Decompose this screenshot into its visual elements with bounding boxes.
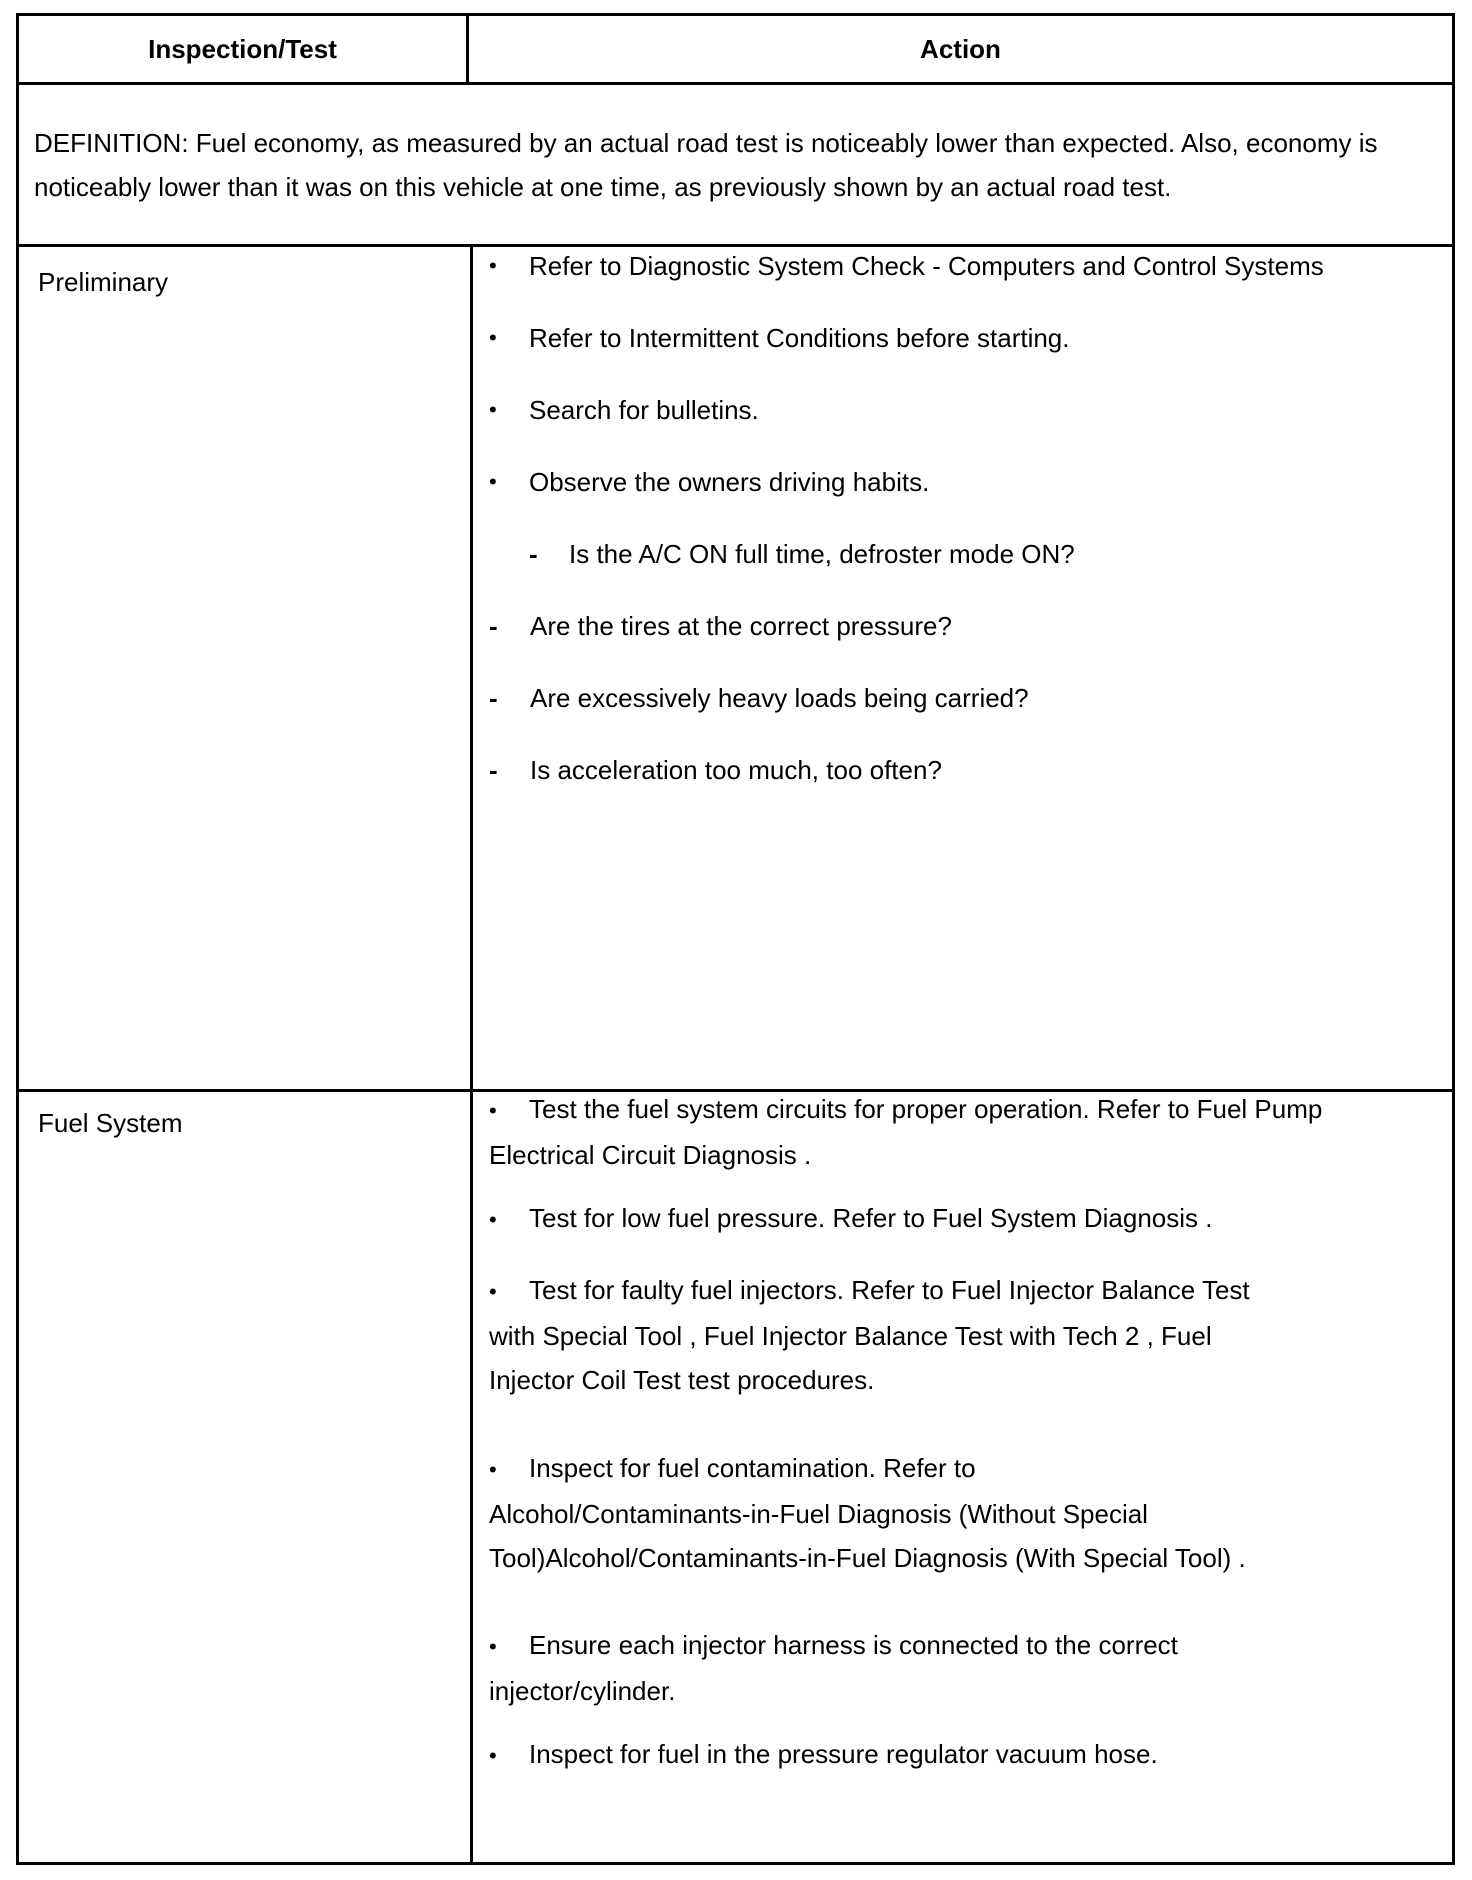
table-row-fuel-system [19,1092,1452,1862]
definition-text: DEFINITION: Fuel economy, as measured by an actual road test is noticeably lower than expected. Also, economy is noticeably lower than it was on this vehicle at one time, as previously shown by an actual road test. [34,128,1378,202]
list-item-text: Is acceleration too much, too often? [530,755,942,785]
list-item [489,388,759,432]
bullet-marker: • [489,325,497,350]
header-inspection-test: Inspection/Test [19,16,469,82]
bullet-marker: • [489,397,497,422]
bullet-marker: • [489,469,497,494]
list-item-text: Observe the owners driving habits. [529,467,930,497]
list-item [489,1268,1250,1402]
dash-marker: - [529,539,538,569]
diagnostic-table [16,13,1455,1865]
table-header-row [19,16,1452,85]
list-item [489,1087,1322,1177]
dash-marker: - [489,611,498,641]
list-item [489,460,929,504]
list-item-text: Search for bulletins. [529,395,759,425]
list-item-text: Are the tires at the correct pressure? [530,611,952,641]
list-item [489,604,952,648]
list-item-text: Test for low fuel pressure. Refer to Fuel System Diagnosis . [529,1203,1213,1233]
bullet-marker: • [489,1098,497,1123]
list-item [529,532,1075,576]
list-item-text: Refer to Diagnostic System Check - Computers and Control Systems [529,251,1324,281]
list-item-text: Are excessively heavy loads being carried? [530,683,1029,713]
list-item [489,1446,1246,1580]
list-item [489,1196,1213,1242]
list-item [489,316,1070,360]
list-item-text: Test the fuel system circuits for proper operation. Refer to Fuel Pump Electrical Circuit Diagnosis . [489,1094,1323,1170]
list-item-text: Refer to Intermittent Conditions before starting. [529,323,1070,353]
list-item [489,1623,1178,1713]
bullet-marker: • [489,1279,497,1304]
table-row-preliminary [19,247,1452,1092]
list-item-text: Inspect for fuel in the pressure regulator vacuum hose. [529,1739,1158,1769]
header-action: Action [920,33,1001,64]
dash-marker: - [489,683,498,713]
list-item-text: Ensure each injector harness is connected to the correct injector/cylinder. [489,1630,1178,1706]
list-item-text: Inspect for fuel contamination. Refer to Alcohol/Contaminants-in-Fuel Diagnosis (Without Special Tool)Alcohol/Contaminants-in-Fuel Diagnosis (With Special Tool) . [489,1453,1246,1573]
action-cell-fuel-system [473,1092,1452,1862]
inspection-cell-fuel-system: Fuel System [19,1092,473,1862]
list-item [489,244,1324,288]
dash-marker: - [489,755,498,785]
bullet-marker: • [489,1743,497,1768]
bullet-marker: • [489,1634,497,1659]
list-item-text: Test for faulty fuel injectors. Refer to Fuel Injector Balance Test with Special Tool , Fuel Injector Balance Test with Tech 2 , Fuel Injector Coil Test test procedures. [489,1275,1250,1395]
bullet-marker: • [489,1207,497,1232]
action-cell-preliminary [473,247,1452,1089]
bullet-marker: • [489,1457,497,1482]
list-item-text: Is the A/C ON full time, defroster mode ON? [569,539,1075,569]
list-item [489,1732,1158,1778]
definition-row [19,85,1452,247]
list-item [489,748,942,792]
inspection-cell-preliminary: Preliminary [19,247,473,1089]
list-item [489,676,1029,720]
bullet-marker: • [489,253,497,278]
